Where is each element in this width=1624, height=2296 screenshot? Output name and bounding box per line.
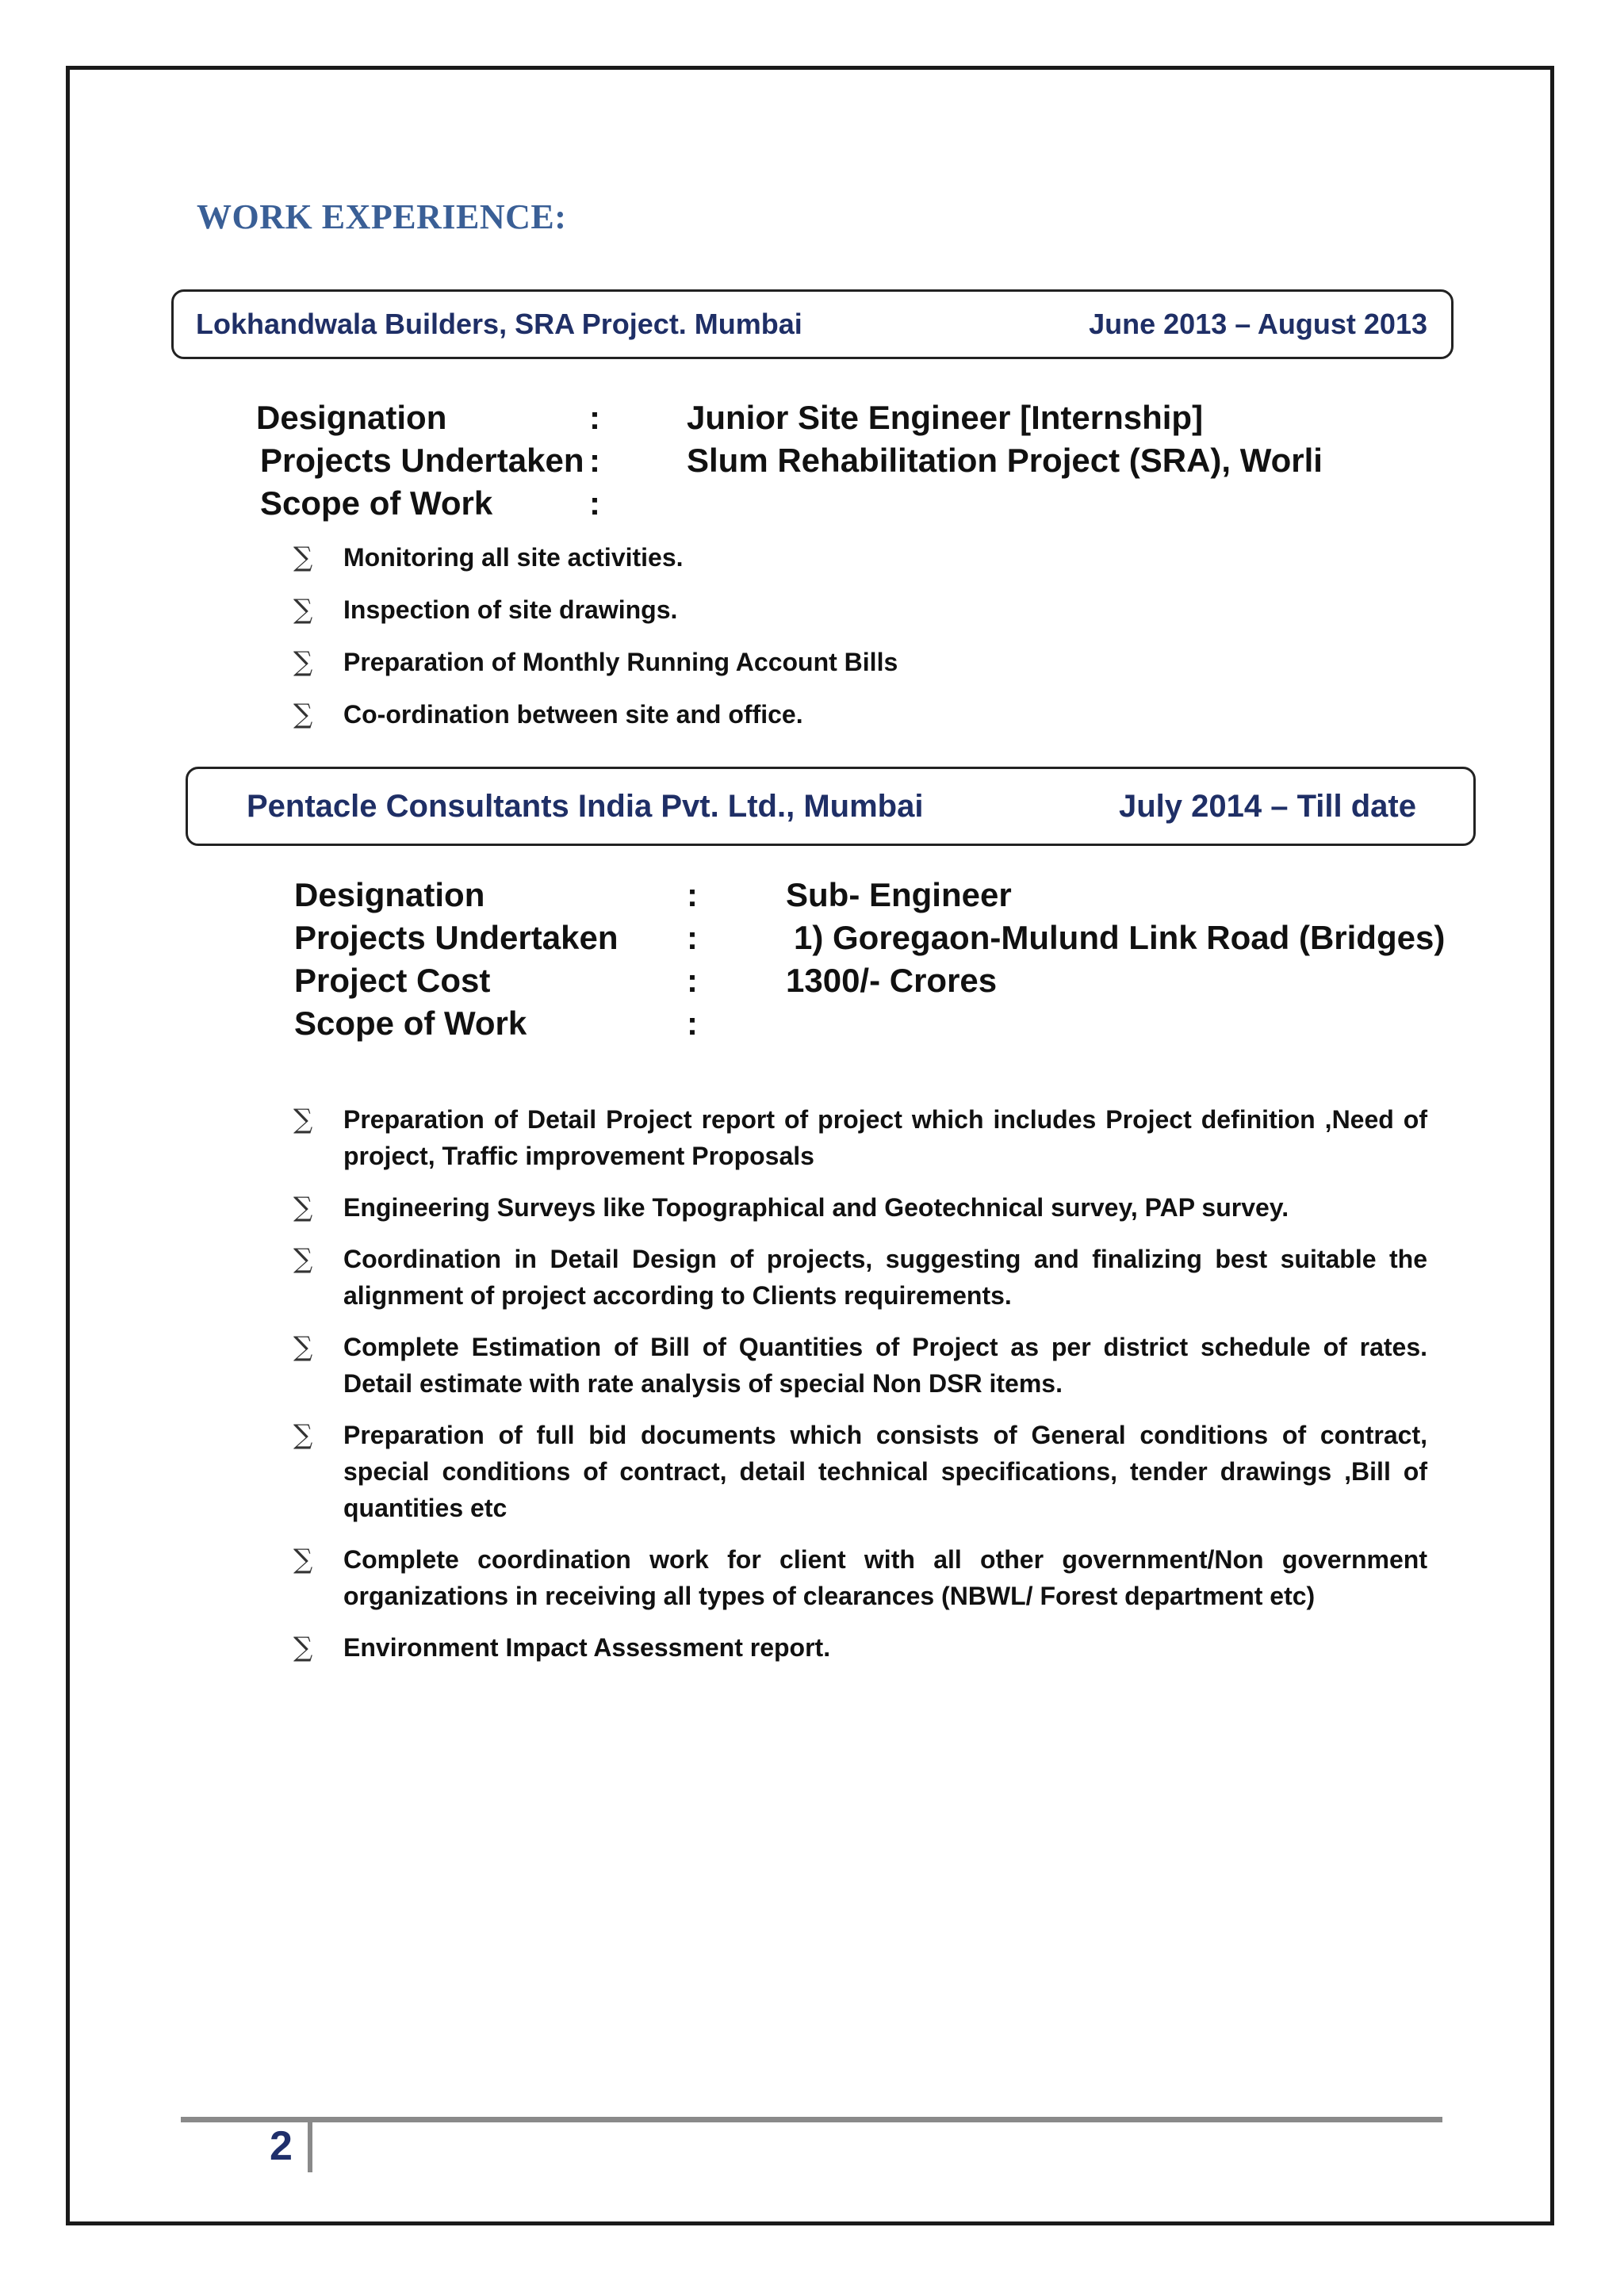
- list-item: [293, 1189, 1427, 1226]
- field-value: Slum Rehabilitation Project (SRA), Worli: [687, 442, 1323, 479]
- job-period: June 2013 – August 2013: [1089, 308, 1427, 340]
- bullet-icon: ∑: [293, 1104, 313, 1135]
- field-label: Scope of Work: [260, 484, 493, 522]
- list-item: [293, 591, 1427, 628]
- page-number: 2: [270, 2123, 293, 2169]
- field-row: [294, 876, 1404, 920]
- list-item-text: Complete Estimation of Bill of Quantities of Project as per district schedule of rates. Detail estimate with rate analysis of special Non DSR items.: [343, 1333, 1427, 1398]
- section-heading: WORK EXPERIENCE:: [197, 197, 567, 236]
- list-item-text: Preparation of Monthly Running Account Bills: [343, 648, 898, 676]
- field-label: Designation: [294, 876, 485, 913]
- field-label: Scope of Work: [294, 1004, 527, 1042]
- job-header-2: [186, 767, 1476, 846]
- bullet-icon: ∑: [293, 594, 313, 626]
- field-label: Projects Undertaken: [294, 919, 619, 956]
- list-item: [293, 1101, 1427, 1174]
- field-separator: :: [589, 442, 600, 479]
- list-item: [293, 539, 1427, 576]
- list-item: [293, 1629, 1427, 1666]
- list-item-text: Engineering Surveys like Topographical and Geotechnical survey, PAP survey.: [343, 1193, 1289, 1222]
- list-item: [293, 1541, 1427, 1614]
- bullet-icon: ∑: [293, 698, 313, 730]
- list-item: [293, 644, 1427, 680]
- list-item-text: Preparation of Detail Project report of project which includes Project definition ,Need of project, Traffic improvement Proposals: [343, 1105, 1427, 1170]
- job-header-1: [171, 289, 1454, 359]
- list-item: [293, 1241, 1427, 1314]
- bullet-icon: ∑: [293, 1192, 313, 1223]
- field-value: 1300/- Crores: [786, 962, 998, 999]
- field-row: [294, 1004, 1404, 1049]
- footer-rule: [181, 2117, 1442, 2122]
- list-item: [293, 696, 1427, 733]
- field-row: [294, 919, 1446, 963]
- field-separator: :: [589, 399, 600, 436]
- list-item-text: Monitoring all site activities.: [343, 543, 684, 572]
- field-row: [256, 399, 1366, 443]
- list-item-text: Co-ordination between site and office.: [343, 700, 803, 729]
- list-item-text: Environment Impact Assessment report.: [343, 1633, 831, 1662]
- job-company: Lokhandwala Builders, SRA Project. Mumbai: [196, 308, 802, 340]
- field-label: Projects Undertaken: [260, 442, 584, 479]
- field-row: [294, 962, 1404, 1006]
- list-item: [293, 1417, 1427, 1526]
- bullet-icon: ∑: [293, 646, 313, 678]
- bullet-icon: ∑: [293, 1243, 313, 1275]
- footer-divider: [308, 2119, 312, 2172]
- list-item-text: Inspection of site drawings.: [343, 595, 678, 624]
- list-item-text: Preparation of full bid documents which consists of General conditions of contract, special conditions of contract, detail technical specifications, tender drawings ,Bill of quantities etc: [343, 1421, 1427, 1522]
- field-separator: :: [687, 1004, 698, 1042]
- bullet-icon: ∑: [293, 1544, 313, 1575]
- field-value: Junior Site Engineer [Internship]: [687, 399, 1204, 436]
- field-separator: :: [687, 876, 698, 913]
- job-company: Pentacle Consultants India Pvt. Ltd., Mumbai: [247, 788, 924, 824]
- scope-list: [293, 1101, 1427, 1666]
- bullet-icon: ∑: [293, 541, 313, 573]
- field-row: [260, 442, 1370, 486]
- field-separator: :: [589, 484, 600, 522]
- list-item-text: Coordination in Detail Design of projects, suggesting and finalizing best suitable the alignment of project according to Clients requirements.: [343, 1245, 1427, 1310]
- field-row: [260, 484, 1370, 529]
- bullet-icon: ∑: [293, 1331, 313, 1363]
- list-item-text: Complete coordination work for client with all other government/Non government organizations in receiving all types of clearances (NBWL/ Forest department etc): [343, 1545, 1427, 1610]
- scope-list: [293, 539, 1427, 733]
- job-period: July 2014 – Till date: [1118, 788, 1416, 824]
- bullet-icon: ∑: [293, 1632, 313, 1663]
- bullet-icon: ∑: [293, 1419, 313, 1451]
- field-label: Designation: [256, 399, 447, 436]
- field-value: Sub- Engineer: [786, 876, 1012, 913]
- field-label: Project Cost: [294, 962, 491, 999]
- field-separator: :: [687, 962, 698, 999]
- field-separator: :: [687, 919, 698, 956]
- list-item: [293, 1329, 1427, 1402]
- field-value: 1) Goregaon-Mulund Link Road (Bridges): [794, 919, 1446, 956]
